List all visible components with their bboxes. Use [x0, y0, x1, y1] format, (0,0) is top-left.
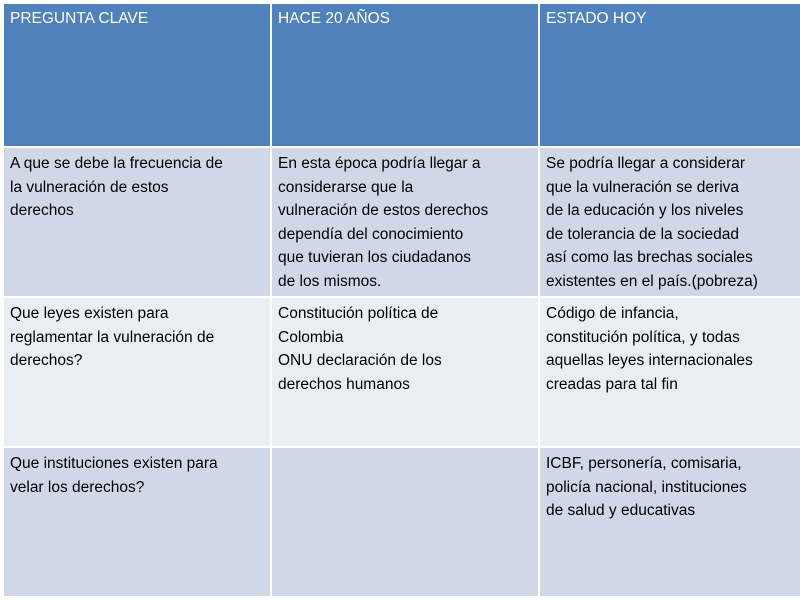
text-line: reglamentar la vulneración de	[10, 328, 215, 346]
header-label: HACE 20 AÑOS	[278, 10, 390, 27]
text-line: En esta época podría llegar a	[278, 155, 481, 172]
text-line: ICBF, personería, comisaria,	[546, 455, 742, 472]
row3-hoy	[540, 448, 800, 596]
text-line: existentes en el país.(pobreza)	[546, 272, 758, 290]
text-line: derechos	[10, 202, 74, 220]
text-line: vulneración de estos derechos	[278, 202, 489, 220]
text-line: considerarse que la	[278, 178, 414, 196]
header-label: ESTADO HOY	[546, 10, 647, 27]
text-line: ONU declaración de los	[278, 352, 442, 370]
row3-hace20	[272, 448, 538, 596]
text-line: de salud y educativas	[546, 502, 696, 520]
text-line: A que se debe la frecuencia de	[10, 155, 223, 172]
text-line: así como las brechas sociales	[546, 249, 753, 267]
text-line: derechos?	[10, 352, 83, 370]
text-line: Se podría llegar a considerar	[546, 155, 746, 172]
text-line: policía nacional, instituciones	[546, 478, 747, 496]
text-line: dependía del conocimiento	[278, 225, 464, 243]
text-line: derechos humanos	[278, 375, 410, 393]
header-estado-hoy	[540, 4, 800, 146]
text-line: que tuvieran los ciudadanos	[278, 249, 472, 267]
row2-hoy	[540, 298, 800, 446]
text-line: de tolerancia de la sociedad	[546, 225, 740, 243]
text-line: Que leyes existen para	[10, 305, 169, 322]
text-line: Código de infancia,	[546, 305, 679, 322]
text-line: que la vulneración se deriva	[546, 178, 740, 196]
header-pregunta-clave	[4, 4, 270, 146]
text-line: la vulneración de estos	[10, 178, 169, 196]
text-line: Que instituciones existen para	[10, 455, 218, 472]
text-line: velar los derechos?	[10, 478, 145, 496]
text-line: creadas para tal fin	[546, 375, 678, 393]
text-line: de la educación y los niveles	[546, 202, 744, 220]
text-line: aquellas leyes internacionales	[546, 352, 753, 370]
row1-hace20	[272, 148, 538, 296]
text-line: constitución política, y todas	[546, 328, 740, 346]
row1-hoy	[540, 148, 800, 296]
text-line: de los mismos.	[278, 272, 382, 290]
comparison-table	[4, 4, 796, 590]
text-line: Colombia	[278, 328, 344, 346]
text-line: Constitución política de	[278, 305, 439, 322]
row2-pregunta	[4, 298, 270, 446]
header-label: PREGUNTA CLAVE	[10, 10, 149, 27]
header-hace-20-anos	[272, 4, 538, 146]
row2-hace20	[272, 298, 538, 446]
row1-pregunta	[4, 148, 270, 296]
row3-pregunta	[4, 448, 270, 596]
